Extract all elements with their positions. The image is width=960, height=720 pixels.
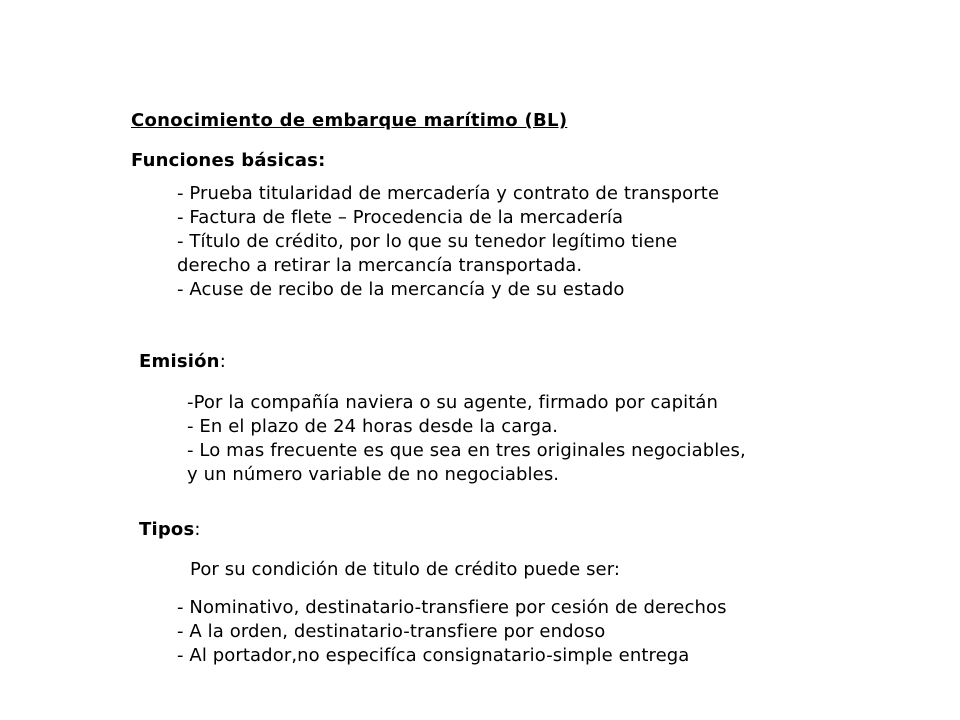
funciones-item: - Prueba titularidad de mercadería y contrato de transporte bbox=[177, 183, 720, 204]
funciones-list bbox=[177, 182, 719, 302]
funciones-item: derecho a retirar la mercancía transportada. bbox=[177, 255, 583, 276]
emision-list bbox=[187, 391, 746, 487]
emision-item: -Por la compañía naviera o su agente, firmado por capitán bbox=[187, 392, 718, 413]
emision-item: - Lo mas frecuente es que sea en tres originales negociables, bbox=[187, 440, 746, 461]
funciones-item: - Título de crédito, por lo que su tenedor legítimo tiene bbox=[177, 231, 678, 252]
tipos-intro: Por su condición de titulo de crédito puede ser: bbox=[190, 559, 621, 580]
tipos-item: - Al portador,no especifíca consignatario-simple entrega bbox=[177, 645, 690, 666]
tipos-heading-label: Tipos bbox=[139, 519, 195, 540]
tipos-item: - A la orden, destinatario-transfiere por endoso bbox=[177, 621, 606, 642]
emision-heading bbox=[139, 351, 226, 372]
emision-heading-label: Emisión bbox=[139, 351, 220, 372]
slide-title: Conocimiento de embarque marítimo (BL) bbox=[131, 110, 568, 131]
funciones-heading: Funciones básicas: bbox=[131, 150, 326, 171]
funciones-item: - Factura de flete – Procedencia de la mercadería bbox=[177, 207, 624, 228]
tipos-heading bbox=[139, 519, 201, 540]
tipos-heading-colon: : bbox=[194, 519, 201, 540]
tipos-list bbox=[177, 596, 727, 668]
emision-heading-colon: : bbox=[219, 351, 226, 372]
funciones-item: - Acuse de recibo de la mercancía y de su estado bbox=[177, 279, 625, 300]
tipos-item: - Nominativo, destinatario-transfiere por cesión de derechos bbox=[177, 597, 727, 618]
emision-item: y un número variable de no negociables. bbox=[187, 464, 560, 485]
emision-item: - En el plazo de 24 horas desde la carga. bbox=[187, 416, 559, 437]
